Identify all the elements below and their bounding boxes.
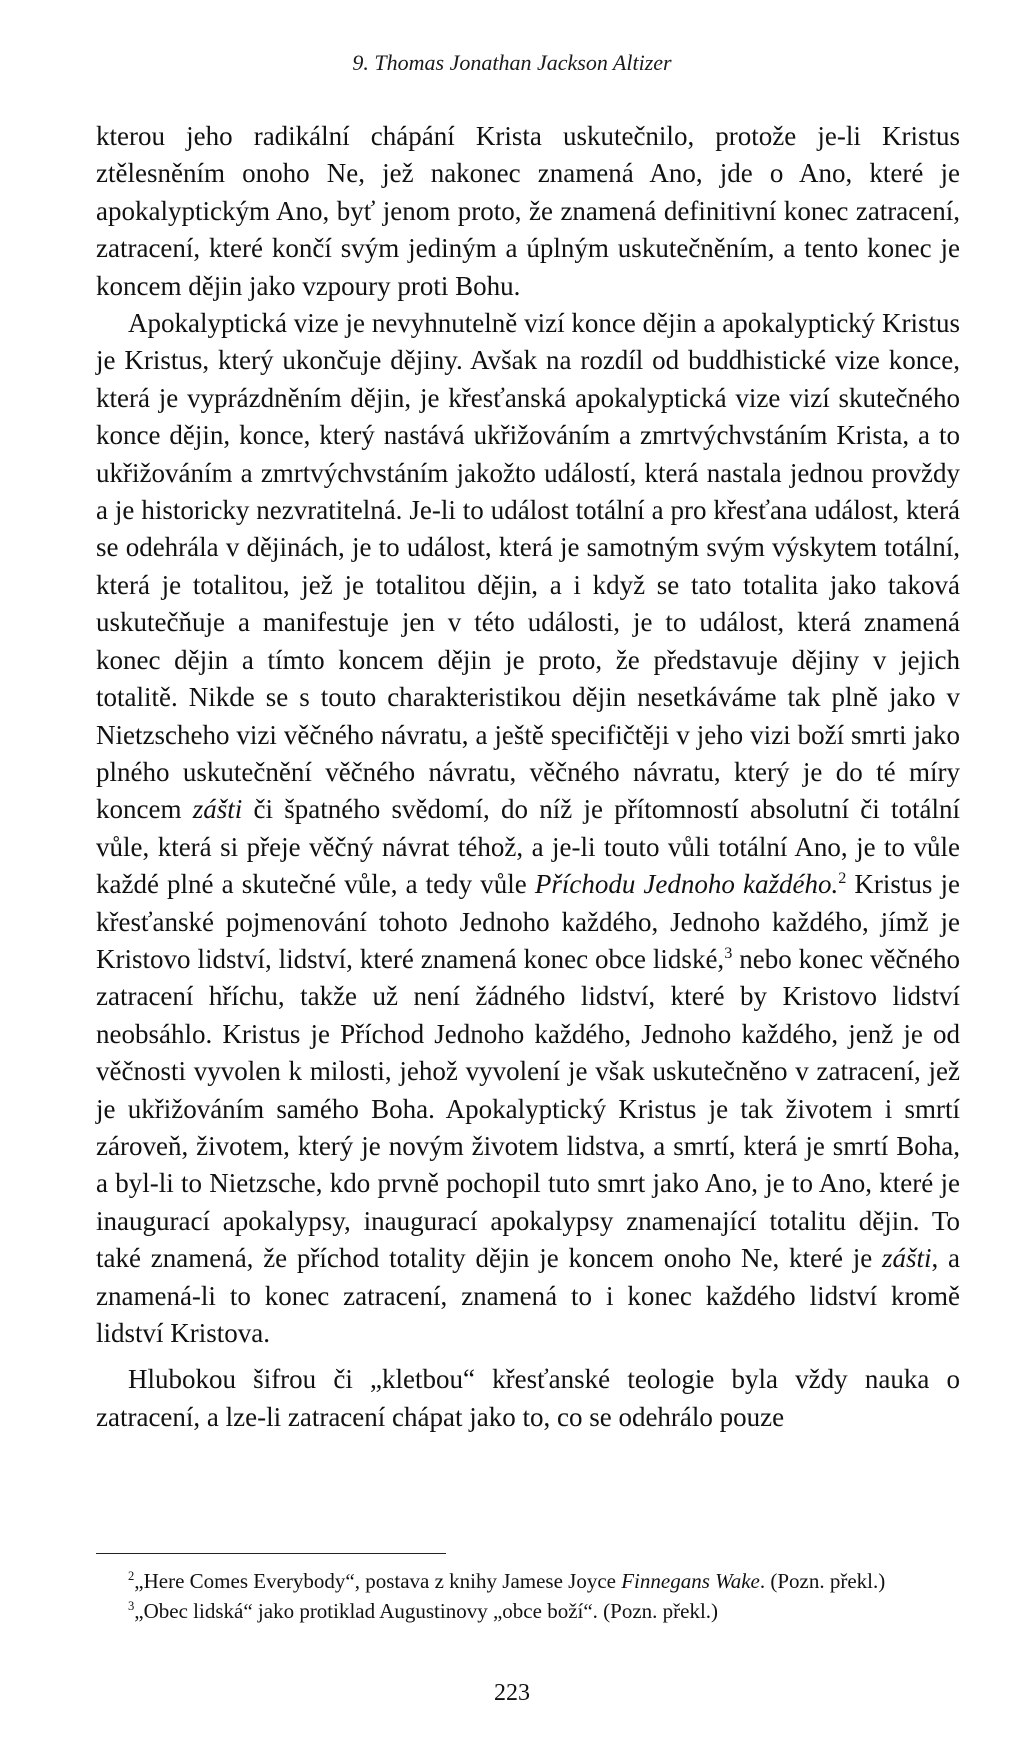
paragraph-3: Hlubokou šifrou či „kletbou“ křesťanské teologie byla vždy nauka o zatracení, a lze-li zatracení chápat jako to, co se odehrálo pouze [96,1364,960,1432]
p2-text-c: Kristus je křesťanské pojmenování tohoto Jednoho každého, Jednoho každého, jímž je Kristovo lidství, lidství, které znamená konec obce lidské, [96,869,960,974]
p2-text-e: , a znamená-li to konec zatracení, znamená to i konec každého lidství kromě lidství Kristova. [96,1243,961,1348]
page-number: 223 [494,1680,530,1706]
footnote-2-number: 2 [128,1569,135,1583]
footnote-ref-3[interactable]: 3 [724,943,733,962]
footnote-3-number: 3 [128,1599,135,1613]
footnote-3-text: „Obec lidská“ jako protiklad Augustinovy „obce boží“. (Pozn. překl.) [134,1599,719,1623]
running-head: 9. Thomas Jonathan Jackson Altizer [352,50,672,75]
main-text [96,118,960,1436]
footnotes [96,1566,960,1626]
p2-emphasis-prichod: Příchodu Jednoho každého. [534,869,839,900]
p2-text-d: nebo konec věčného zatracení hříchu, takže už není žádného lidství, které by Kristovo lidství neobsáhlo. Kristus je Příchod Jednoho každého, Jednoho každého, jenž je od věčnosti vyvolen k milosti, jehož vyvolení je však uskutečněno v zatracení, jež je ukřižováním samého Boha. Apokalyptický Kristus je tak životem i smrtí zároveň, životem, který je novým životem lidstva, a smrtí, která je smrtí Boha, a byl-li to Nietzsche, kdo prvně pochopil tuto smrt jako Ano, je to Ano, které je inaugurací apokalypsy, inaugurací apokalypsy znamenající totalitu dějin. To také znamená, že příchod totality dějin je koncem onoho Ne, které je [96,943,961,1274]
footnote-2-text-a: „Here Comes Everybody“, postava z knihy Jamese Joyce [134,1569,622,1593]
p2-emphasis-zasti-2: zášti [881,1243,932,1274]
footnote-3 [96,1596,960,1626]
p2-emphasis-zasti-1: zášti [192,794,243,825]
paragraph-2 [96,305,960,1352]
footnote-2 [96,1566,960,1596]
footnote-2-text-b: . (Pozn. překl.) [759,1569,886,1593]
paragraph-1: kterou jeho radikální chápání Krista uskutečnilo, protože je-li Kristus ztělesněním onoho Ne, jež nakonec znamená Ano, jde o Ano, které je apokalyptickým Ano, byť jenom proto, že znamená definitivní konec zatracení, zatracení, které končí svým jediným a úplným uskutečněním, a tento konec je koncem dějin jako vzpoury proti Bohu. [96,121,960,301]
p2-text-b: či špatného svědomí, do níž je přítomností absolutní či totální vůle, která si přeje věčný návrat téhož, a je-li touto vůli totální Ano, je to vůle každé plné a skutečné vůle, a tedy vůle [96,794,960,900]
footnote-rule [96,1553,446,1554]
footnote-2-book-title: Finnegans Wake [621,1569,760,1593]
p2-text-a: Apokalyptická vize je nevyhnutelně vizí konce dějin a apokalyptický Kristus je Kristus, který ukončuje dějiny. Avšak na rozdíl od buddhistické vize konce, která je vyprázdněním dějin, je křesťanská apokalyptická vize vizí skutečného konce dějin, konce, který nastává ukřižováním a zmrtvýchvstáním Krista, a to ukřižováním a zmrtvýchvstáním jakožto událostí, která nastala jednou provždy a je historicky nezvratitelná. Je-li to událost totální a pro křesťana událost, která se odehrála v dějinách, je to událost, která je samotným svým výskytem totální, která je totalitou, jež je totalitou dějin, a i když se tato totalita jako taková uskutečňuje a manifestuje jen v této události, je to událost, která znamená konec dějin a tímto koncem dějin je proto, že představuje dějiny v jejich totalitě. Nikde se s touto charakteristikou dějin nesetkáváme tak plně jako v Nietzscheho vizi věčného návratu, a ještě specifičtěji v jeho vizi boží smrti jako plného uskutečnění věčného návratu, věčného návratu, který je do té míry koncem [96,308,960,825]
footnote-ref-2[interactable]: 2 [838,869,847,888]
